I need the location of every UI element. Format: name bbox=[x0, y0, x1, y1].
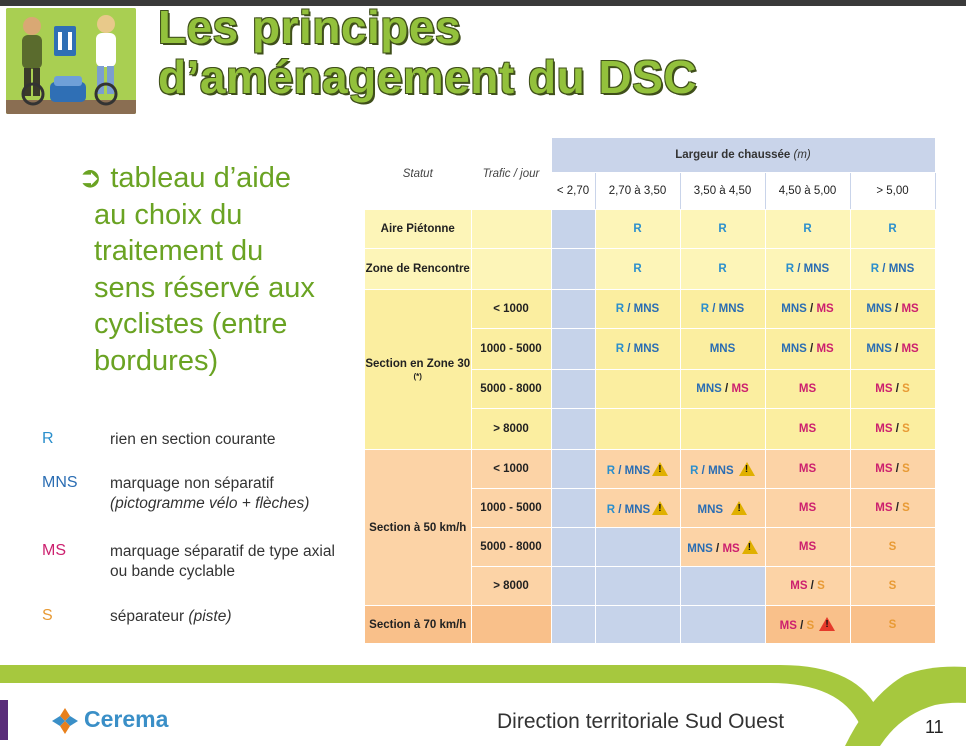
table-cell bbox=[471, 606, 551, 644]
table-cell bbox=[680, 409, 765, 450]
table-cell: R / MNS ! bbox=[680, 450, 765, 489]
traffic-label: 5000 - 8000 bbox=[471, 528, 551, 567]
table-cell bbox=[595, 606, 680, 644]
bullet-line: bordures) bbox=[94, 344, 219, 377]
legend-code: R bbox=[42, 430, 54, 447]
table-cell: MS bbox=[765, 370, 850, 409]
col-header: < 2,70 bbox=[551, 173, 595, 210]
table-cell: R / MNS bbox=[680, 290, 765, 329]
legend-code: S bbox=[42, 607, 53, 624]
row-label: Aire Piétonne bbox=[365, 210, 471, 249]
table-cell bbox=[595, 370, 680, 409]
table-cell bbox=[551, 567, 595, 606]
row-label: Zone de Rencontre bbox=[365, 249, 471, 290]
table-cell: MNS / MS bbox=[765, 329, 850, 370]
table-cell bbox=[551, 210, 595, 249]
bullet-text bbox=[78, 160, 358, 379]
table-cell bbox=[551, 249, 595, 290]
table-cell: R / MNS! bbox=[595, 450, 680, 489]
row-label: Section à 50 km/h bbox=[365, 450, 471, 606]
table-cell bbox=[471, 249, 551, 290]
table-cell: R / MNS! bbox=[595, 489, 680, 528]
bullet-line: traitement du bbox=[94, 235, 264, 267]
traffic-label: > 8000 bbox=[471, 567, 551, 606]
brand-name: Cerema bbox=[84, 706, 169, 732]
table-cell: S bbox=[850, 606, 935, 644]
legend-code: MS bbox=[42, 542, 66, 559]
table-cell: R / MNS bbox=[595, 290, 680, 329]
table-cell: MNS / MS bbox=[850, 290, 935, 329]
warning-icon bbox=[652, 501, 668, 515]
header-trafic: Trafic / jour bbox=[471, 138, 551, 210]
table-cell: MNS / MS bbox=[765, 290, 850, 329]
traffic-label: 5000 - 8000 bbox=[471, 370, 551, 409]
traffic-label: 1000 - 5000 bbox=[471, 329, 551, 370]
table-cell: R bbox=[595, 210, 680, 249]
table-cell: MNS / MS bbox=[850, 329, 935, 370]
legend-code: MNS bbox=[42, 474, 78, 491]
bullet-line: cyclistes (entre bbox=[94, 308, 288, 340]
table-row bbox=[365, 606, 935, 644]
bullet-line: sens réservé aux bbox=[94, 271, 315, 304]
bullet-line: au choix du bbox=[94, 198, 243, 231]
table-cell: MS bbox=[765, 450, 850, 489]
table-cell: MS / S ! bbox=[765, 606, 850, 644]
table-cell: R bbox=[680, 249, 765, 290]
table-cell bbox=[551, 329, 595, 370]
table-cell: MS / S bbox=[850, 409, 935, 450]
col-header: 3,50 à 4,50 bbox=[680, 173, 765, 210]
warning-icon bbox=[742, 540, 758, 554]
table-cell bbox=[551, 528, 595, 567]
row-label: Section à 70 km/h bbox=[365, 606, 471, 644]
table-cell: R bbox=[850, 210, 935, 249]
traffic-label: 1000 - 5000 bbox=[471, 489, 551, 528]
table-cell: MS / S bbox=[850, 489, 935, 528]
table-cell: R / MNS bbox=[850, 249, 935, 290]
table-cell: S bbox=[850, 567, 935, 606]
table-row bbox=[365, 210, 935, 249]
warning-icon bbox=[652, 462, 668, 476]
cerema-logo-icon bbox=[52, 708, 78, 734]
table-cell: R / MNS bbox=[595, 329, 680, 370]
table-cell bbox=[551, 370, 595, 409]
partner-logo bbox=[0, 700, 8, 740]
table-cell bbox=[595, 567, 680, 606]
header-largeur: Largeur de chaussée (m) bbox=[551, 138, 935, 173]
table-row bbox=[365, 290, 935, 329]
table-cell: R bbox=[680, 210, 765, 249]
table-row bbox=[365, 450, 935, 489]
table-cell bbox=[551, 290, 595, 329]
col-header: 4,50 à 5,00 bbox=[765, 173, 850, 210]
legend-desc: marquage séparatif de type axial ou bande cyclable bbox=[110, 543, 335, 580]
table-cell bbox=[595, 528, 680, 567]
table-cell bbox=[680, 606, 765, 644]
arrow-icon: ➲ bbox=[78, 162, 103, 194]
table-cell: MNS / MS bbox=[680, 370, 765, 409]
table-cell: MNS bbox=[680, 329, 765, 370]
warning-icon bbox=[819, 617, 835, 631]
row-label: Section en Zone 30 (*) bbox=[365, 290, 471, 450]
footer-org: Direction territoriale Sud Ouest bbox=[497, 710, 785, 733]
col-header: > 5,00 bbox=[850, 173, 935, 210]
table-cell: MS bbox=[765, 489, 850, 528]
traffic-label: < 1000 bbox=[471, 290, 551, 329]
traffic-label: < 1000 bbox=[471, 450, 551, 489]
traffic-label: > 8000 bbox=[471, 409, 551, 450]
cyclists-logo bbox=[6, 8, 136, 114]
table-cell: R bbox=[595, 249, 680, 290]
table-cell: MNS ! bbox=[680, 489, 765, 528]
legend-desc: rien en section courante bbox=[110, 431, 276, 448]
title-line-1: Les principes bbox=[158, 1, 462, 53]
legend-desc: marquage non séparatif (pictogramme vélo + flèches) bbox=[110, 475, 310, 512]
header-statut: Statut bbox=[365, 138, 471, 210]
page-title bbox=[158, 2, 697, 102]
table-cell bbox=[551, 409, 595, 450]
page-number: 11 bbox=[925, 717, 944, 737]
table-cell bbox=[680, 567, 765, 606]
table-cell bbox=[551, 489, 595, 528]
table-cell: MNS / MS! bbox=[680, 528, 765, 567]
table-cell bbox=[595, 409, 680, 450]
col-header: 2,70 à 3,50 bbox=[595, 173, 680, 210]
legend-desc: séparateur (piste) bbox=[110, 608, 232, 625]
warning-icon bbox=[739, 462, 755, 476]
bullet-line: ➲ tableau d’aide bbox=[78, 162, 291, 194]
table-cell: S bbox=[850, 528, 935, 567]
table-cell: MS bbox=[765, 528, 850, 567]
table-cell: R bbox=[765, 210, 850, 249]
title-line-2: d’aménagement du DSC bbox=[158, 51, 698, 103]
table-cell bbox=[551, 450, 595, 489]
table-cell: R / MNS bbox=[765, 249, 850, 290]
table-cell: MS / S bbox=[850, 450, 935, 489]
table-cell: MS / S bbox=[765, 567, 850, 606]
decision-table bbox=[365, 138, 935, 643]
table-cell bbox=[551, 606, 595, 644]
table-cell: MS bbox=[765, 409, 850, 450]
table-cell bbox=[471, 210, 551, 249]
table-row bbox=[365, 249, 935, 290]
table-cell: MS / S bbox=[850, 370, 935, 409]
warning-icon bbox=[731, 501, 747, 515]
